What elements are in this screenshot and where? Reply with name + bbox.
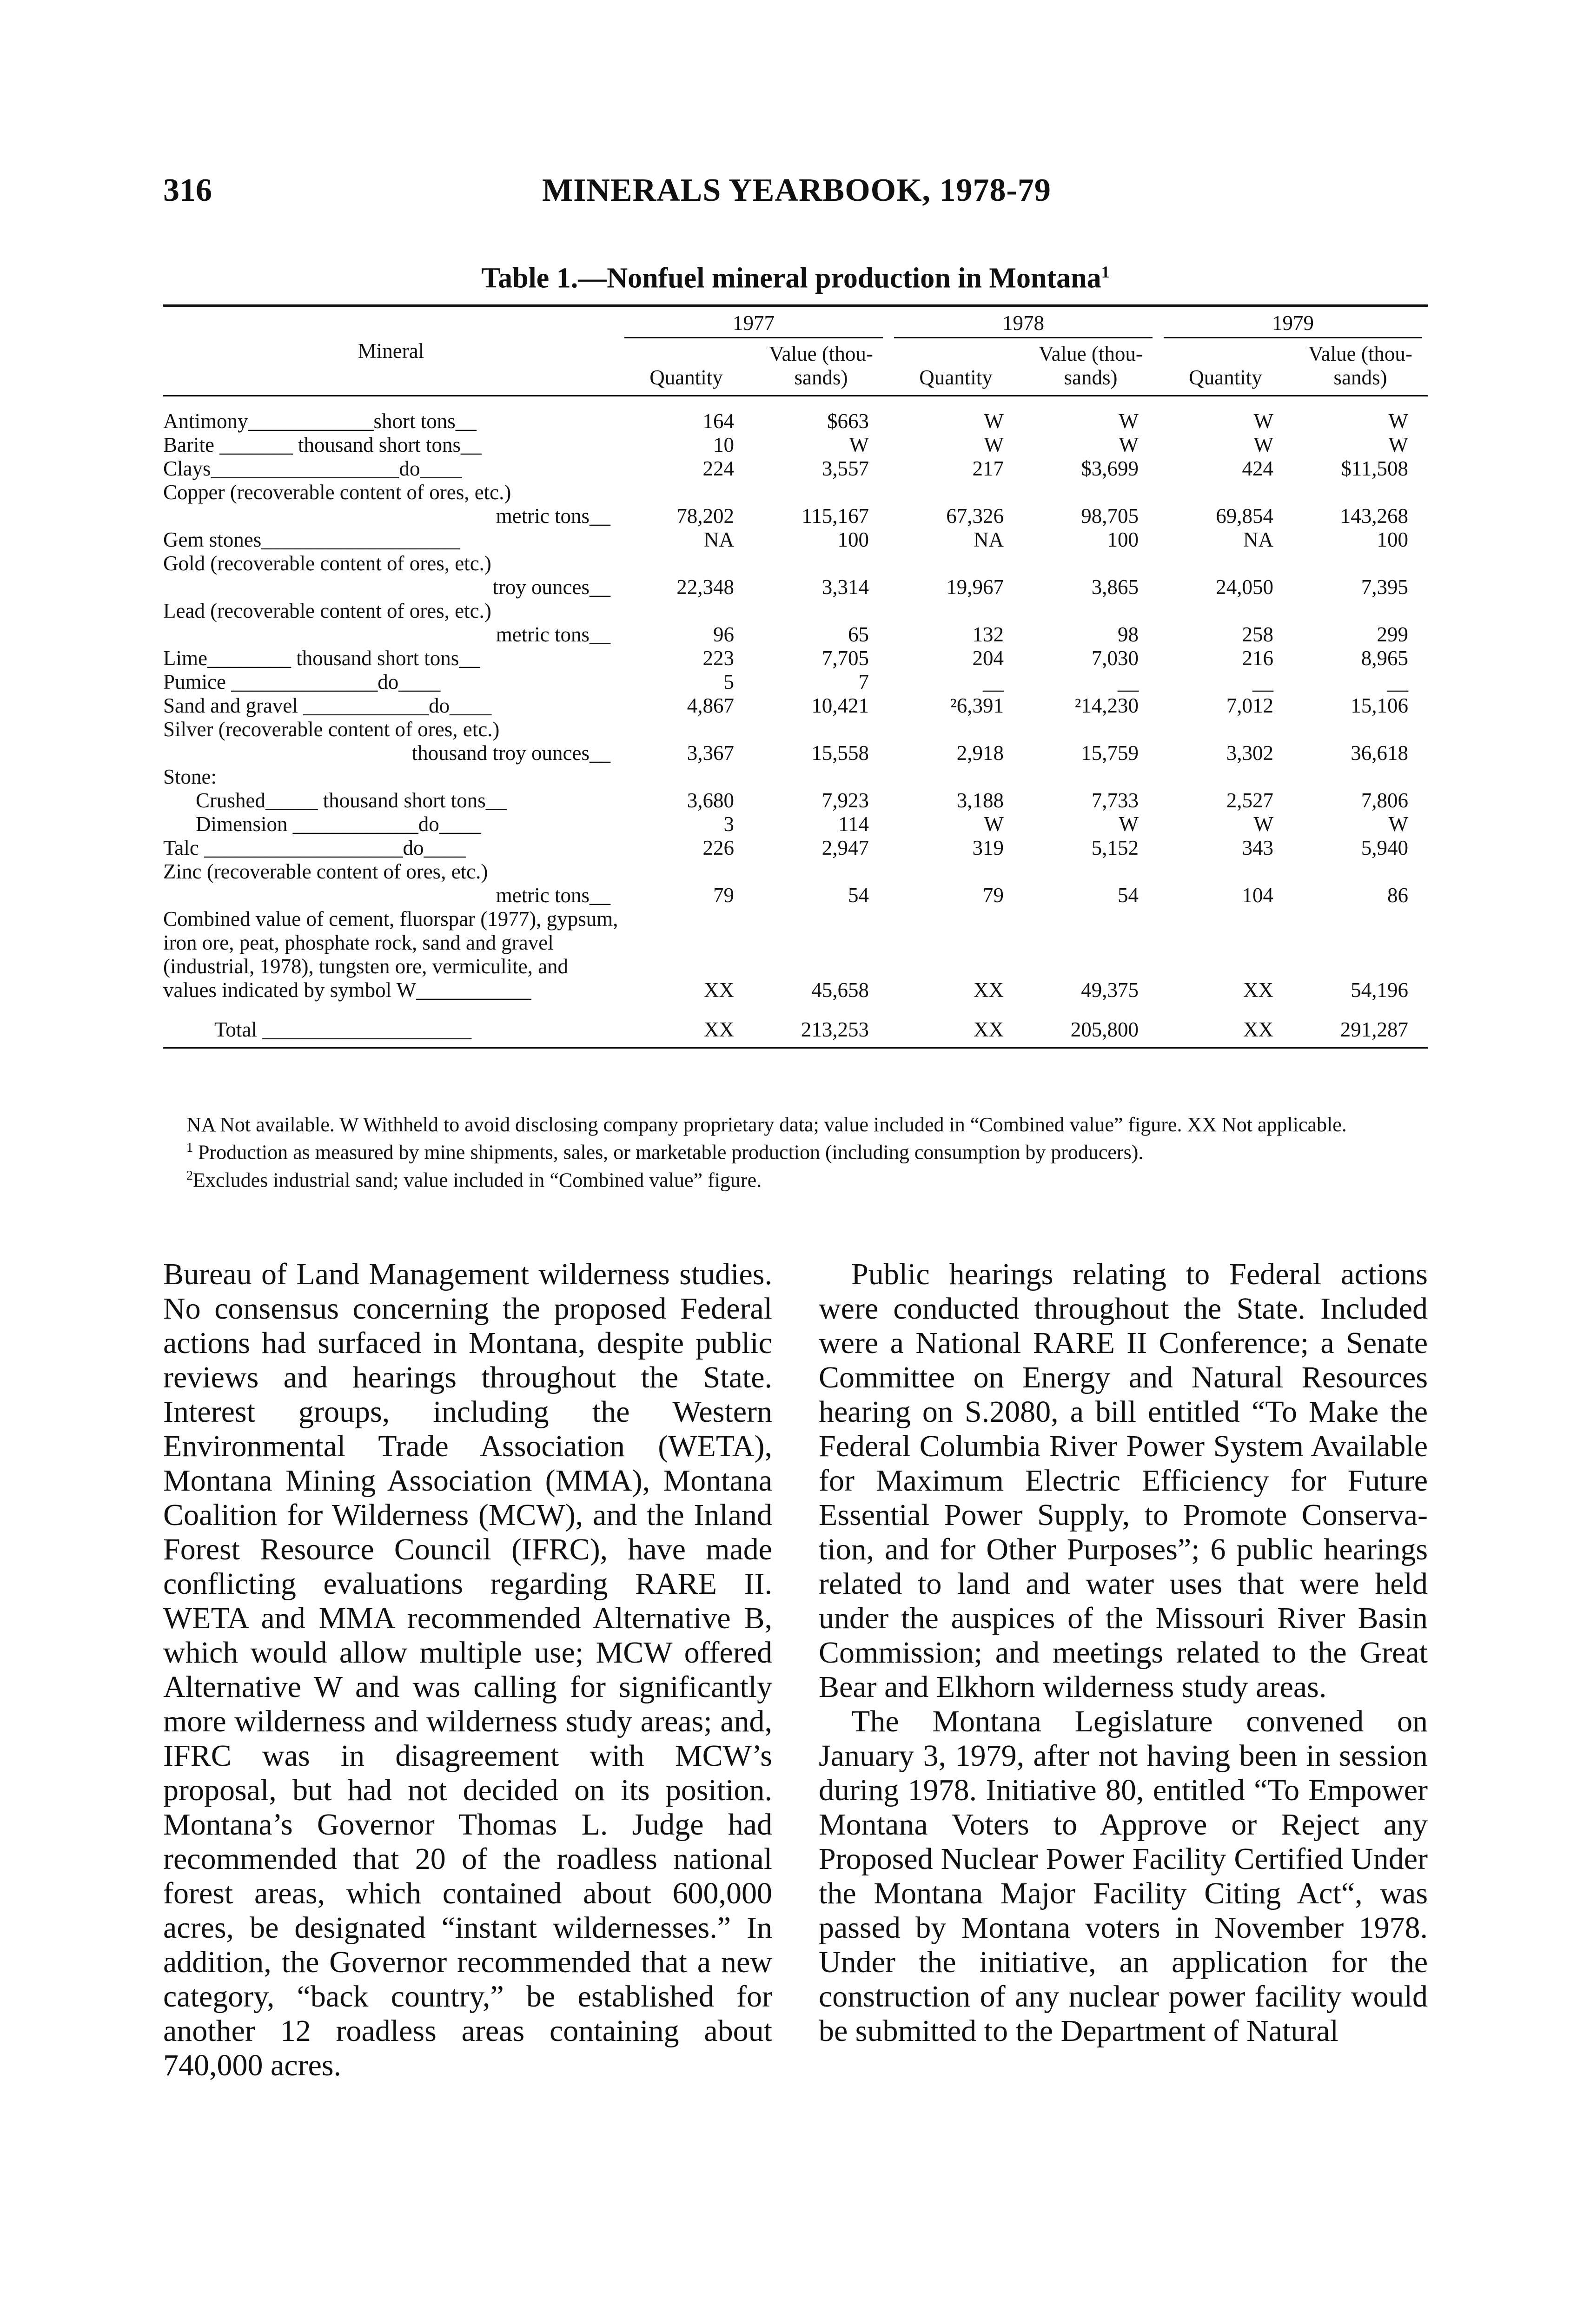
cell-value-1978: 98 <box>1118 623 1139 646</box>
cell-value-1978: W <box>1119 409 1139 433</box>
cell-value-1978: __ <box>1118 670 1139 693</box>
row-label: Gem stones___________________ <box>163 528 460 551</box>
table-row <box>163 718 1428 765</box>
cell-quantity-1978: W <box>984 433 1004 456</box>
cell-value-1979: W <box>1388 409 1408 433</box>
cell-value-1977: W <box>849 433 869 456</box>
row-label <box>163 599 619 647</box>
cell-quantity-1979: 216 <box>1242 647 1273 670</box>
header-mineral: Mineral <box>358 339 424 363</box>
row-label-text: Copper (recoverable content of ores, etc.) <box>163 481 511 504</box>
row-label <box>163 860 619 907</box>
total-value-1978: 205,800 <box>1070 1018 1139 1041</box>
footnote-legend: NA Not available. W Withheld to avoid disclosing company proprietary data; value included in “Combined value” figure. XX Not applicable. <box>186 1113 1347 1136</box>
mineral-production-table <box>163 304 1428 1099</box>
row-unit: metric tons__ <box>496 884 610 907</box>
cell-value-1979: 15,106 <box>1351 694 1408 717</box>
cell-value-1978: 7,030 <box>1091 647 1139 670</box>
cell-value-1979: $11,508 <box>1341 457 1408 480</box>
cell-quantity-1978: NA <box>974 528 1004 551</box>
header-year-1979-label: 1979 <box>1164 311 1422 338</box>
table-title-text: Table 1.—Nonfuel mineral production in Montana <box>481 262 1101 294</box>
cell-quantity-1978: 204 <box>972 647 1004 670</box>
cell-quantity-1977: 4,867 <box>687 694 734 717</box>
cell-quantity-1979: 424 <box>1242 457 1273 480</box>
table-title <box>163 255 1428 294</box>
cell-value-1978: W <box>1119 812 1139 836</box>
cell-value-1977: 114 <box>838 812 869 836</box>
row-label-text: Dimension ____________do____ <box>196 812 481 836</box>
row-label-text: Crushed_____ thousand short tons__ <box>196 789 507 812</box>
row-label <box>163 789 619 812</box>
cell-value-1979: 8,965 <box>1361 647 1408 670</box>
cell-value-1977: 45,658 <box>811 978 869 1002</box>
row-label: Lime________ thousand short tons__ <box>163 647 480 670</box>
header-year-1977-label: 1977 <box>624 311 883 338</box>
row-label: Sand and gravel ____________do____ <box>163 694 492 717</box>
header-year-1977 <box>619 306 888 339</box>
row-unit: metric tons__ <box>496 623 610 646</box>
footnote-1-marker: 1 <box>186 1141 193 1155</box>
cell-value-1977: 3,314 <box>822 575 869 599</box>
table-title-footnote-marker: 1 <box>1101 263 1110 281</box>
right-paragraph-2: The Montana Legislature convened on January 3, 1979, after not having been in session during 1978. Initiative 80, entitled “To Empower Montana Voters to Approve or Reject any Proposed Nuclear Power Facility Certified Under the Montana Major Facility Citing Act“, was passed by Montana voters in November 1978. Under the initiative, an application for the construction of any nuclear power facility would be submitted to the Department of Natural <box>819 1704 1428 2048</box>
cell-value-1979: 5,940 <box>1361 836 1408 859</box>
row-label: Stone: <box>163 765 217 788</box>
cell-value-1978: 49,375 <box>1081 978 1139 1002</box>
cell-value-1979: 54,196 <box>1351 978 1408 1002</box>
total-label: Total ____________________ <box>214 1018 472 1041</box>
footnote-2-marker: 2 <box>186 1168 193 1183</box>
header-quantity: Quantity <box>919 366 993 389</box>
total-quantity-1979: XX <box>1243 1018 1273 1041</box>
body-left-column <box>163 1257 772 2154</box>
cell-value-1978: 3,865 <box>1091 575 1139 599</box>
running-header <box>163 170 1428 211</box>
cell-quantity-1979: XX <box>1243 978 1273 1002</box>
cell-value-1979: __ <box>1387 670 1408 693</box>
cell-quantity-1977: 96 <box>713 623 734 646</box>
cell-quantity-1979: W <box>1253 409 1273 433</box>
cell-value-1979: W <box>1388 433 1408 456</box>
cell-value-1978: $3,699 <box>1081 457 1139 480</box>
cell-quantity-1977: 223 <box>702 647 734 670</box>
cell-quantity-1978: 319 <box>972 836 1004 859</box>
cell-quantity-1978: 19,967 <box>946 575 1004 599</box>
total-quantity-1977: XX <box>704 1018 734 1041</box>
footnote-1 <box>163 1136 1428 1164</box>
header-quantity: Quantity <box>649 366 723 389</box>
row-label: Barite _______ thousand short tons__ <box>163 433 482 456</box>
cell-quantity-1978: __ <box>983 670 1004 693</box>
table-row <box>163 647 1428 670</box>
cell-quantity-1977: XX <box>704 978 734 1002</box>
table-row <box>163 457 1428 481</box>
table-row <box>163 907 1428 1002</box>
cell-value-1979: 100 <box>1377 528 1408 551</box>
table-row <box>163 694 1428 718</box>
cell-value-1978: W <box>1119 433 1139 456</box>
cell-quantity-1978: W <box>984 409 1004 433</box>
row-unit: thousand troy ounces__ <box>411 741 610 765</box>
total-quantity-1978: XX <box>974 1018 1004 1041</box>
cell-quantity-1979: 3,302 <box>1226 741 1273 765</box>
cell-value-1979: 7,806 <box>1361 789 1408 812</box>
row-label-text: Gold (recoverable content of ores, etc.) <box>163 552 491 575</box>
cell-quantity-1978: W <box>984 812 1004 836</box>
footnote-1-text: Production as measured by mine shipments, sales, or marketable production (including consumption by producers). <box>193 1141 1144 1164</box>
cell-quantity-1979: 69,854 <box>1216 504 1273 528</box>
row-label <box>163 812 619 836</box>
table-row <box>163 528 1428 552</box>
cell-quantity-1979: NA <box>1243 528 1273 551</box>
row-label: Clays__________________do____ <box>163 457 462 480</box>
cell-quantity-1979: 7,012 <box>1226 694 1273 717</box>
cell-quantity-1978: 79 <box>983 884 1004 907</box>
cell-value-1978: 7,733 <box>1091 789 1139 812</box>
cell-value-1979: 36,618 <box>1351 741 1408 765</box>
cell-value-1978: 100 <box>1107 528 1139 551</box>
cell-quantity-1978: 3,188 <box>956 789 1004 812</box>
table-row <box>163 765 1428 789</box>
cell-value-1977: 100 <box>837 528 869 551</box>
left-paragraph: Bureau of Land Management wilderness studies. No consensus concerning the proposed Federal actions had surfaced in Montana, despite public reviews and hearings throughout the State. Interest groups, including the Western Environmental Trade Association (WETA), Montana Mining Association (MMA), Montana Coalition for Wilderness (MCW), and the Inland Forest Resource Council (IFRC), have made conflicting evaluations regarding RARE II. WETA and MMA recommended Alternative B, which would allow multiple use; MCW offered Alternative W and was calling for significantly more wilderness and wilderness study areas; and, IFRC was in disagreement with MCW’s proposal, but had not decided on its position. Montana’s Governor Thomas L. Judge had recommended that 20 of the roadless national forest areas, which contained about 600,000 acres, be designated “instant wildernesses.” In addition, the Governor recommended that a new category, “back country,” be established for another 12 roadless areas containing about 740,000 acres. <box>163 1257 772 2082</box>
cell-quantity-1977: 3 <box>723 812 734 836</box>
cell-quantity-1979: W <box>1253 812 1273 836</box>
cell-quantity-1978: 132 <box>972 623 1004 646</box>
cell-value-1977: 65 <box>848 623 869 646</box>
row-label-text: Zinc (recoverable content of ores, etc.) <box>163 860 488 883</box>
header-value: Value (thou- sands) <box>769 342 873 389</box>
cell-quantity-1977: 79 <box>713 884 734 907</box>
cell-value-1978: 54 <box>1118 884 1139 907</box>
cell-quantity-1979: 258 <box>1242 623 1273 646</box>
body-right-column <box>819 1257 1428 2154</box>
cell-value-1979: 299 <box>1377 623 1408 646</box>
cell-value-1978: ²14,230 <box>1074 694 1139 717</box>
table-row <box>163 552 1428 599</box>
cell-quantity-1979: 104 <box>1242 884 1273 907</box>
cell-value-1979: 7,395 <box>1361 575 1408 599</box>
table-row <box>163 409 1428 433</box>
table-row <box>163 812 1428 836</box>
cell-value-1979: 143,268 <box>1340 504 1408 528</box>
table-row <box>163 481 1428 528</box>
cell-value-1977: $663 <box>827 409 869 433</box>
cell-quantity-1979: W <box>1253 433 1273 456</box>
header-year-1978 <box>888 306 1158 339</box>
row-label-text: Lead (recoverable content of ores, etc.) <box>163 599 491 622</box>
cell-value-1977: 10,421 <box>811 694 869 717</box>
cell-quantity-1977: 10 <box>713 433 734 456</box>
cell-value-1977: 7 <box>858 670 869 693</box>
cell-quantity-1978: 217 <box>972 457 1004 480</box>
cell-quantity-1979: 24,050 <box>1216 575 1273 599</box>
cell-value-1977: 15,558 <box>811 741 869 765</box>
cell-quantity-1977: 3,367 <box>687 741 734 765</box>
cell-value-1977: 7,923 <box>822 789 869 812</box>
footnote-2 <box>163 1164 1428 1192</box>
right-paragraph-1: Public hearings relating to Federal actions were conducted throughout the State. Included were a National RARE II Conference; a Senate Committee on Energy and Natural Resources hearing on S.2080, a bill entitled “To Make the Federal Columbia River Power System Available for Maximum Electric Efficiency for Future Essential Power Supply, to Promote Conservation, and for Other Purposes”; 6 public hearings related to land and water uses that were held under the auspices of the Missouri River Basin Commission; and meetings related to the Great Bear and Elkhorn wilderness study areas. <box>819 1257 1428 1704</box>
cell-quantity-1977: 224 <box>702 457 734 480</box>
row-label <box>163 552 619 599</box>
table-row <box>163 789 1428 812</box>
cell-value-1977: 54 <box>848 884 869 907</box>
cell-quantity-1977: 164 <box>702 409 734 433</box>
table-row <box>163 836 1428 860</box>
running-title: MINERALS YEARBOOK, 1978-79 <box>542 172 1051 208</box>
table-row <box>163 670 1428 694</box>
table-row <box>163 860 1428 907</box>
total-value-1977: 213,253 <box>801 1018 869 1041</box>
cell-quantity-1978: 67,326 <box>946 504 1004 528</box>
total-row <box>163 1002 1428 1048</box>
row-unit: troy ounces__ <box>492 575 610 599</box>
header-value: Value (thou- sands) <box>1039 342 1143 389</box>
cell-quantity-1979: 2,527 <box>1226 789 1273 812</box>
row-label: Pumice ______________do____ <box>163 670 441 693</box>
header-value: Value (thou- sands) <box>1308 342 1412 389</box>
table-footnotes <box>163 1113 1428 1192</box>
cell-quantity-1977: 3,680 <box>687 789 734 812</box>
row-label-text: Silver (recoverable content of ores, etc.) <box>163 718 500 741</box>
cell-value-1977: 7,705 <box>822 647 869 670</box>
cell-quantity-1977: NA <box>704 528 734 551</box>
header-quantity: Quantity <box>1189 366 1262 389</box>
total-value-1979: 291,287 <box>1340 1018 1408 1041</box>
page-number: 316 <box>163 172 212 208</box>
footnote-2-text: Excludes industrial sand; value included in “Combined value” figure. <box>193 1169 762 1192</box>
row-label <box>163 481 619 528</box>
cell-value-1978: 5,152 <box>1091 836 1139 859</box>
cell-value-1978: 98,705 <box>1081 504 1139 528</box>
cell-value-1979: W <box>1388 812 1408 836</box>
cell-value-1979: 86 <box>1387 884 1408 907</box>
table-row <box>163 599 1428 647</box>
header-year-1979 <box>1158 306 1428 339</box>
row-unit: metric tons__ <box>496 504 610 528</box>
cell-value-1978: 15,759 <box>1081 741 1139 765</box>
cell-quantity-1978: ²6,391 <box>950 694 1004 717</box>
cell-quantity-1978: XX <box>974 978 1004 1002</box>
table-row <box>163 433 1428 457</box>
cell-quantity-1977: 78,202 <box>676 504 734 528</box>
cell-quantity-1979: __ <box>1252 670 1273 693</box>
cell-value-1977: 3,557 <box>822 457 869 480</box>
cell-quantity-1977: 5 <box>723 670 734 693</box>
row-label <box>163 718 619 765</box>
header-year-1978-label: 1978 <box>894 311 1153 338</box>
cell-quantity-1977: 226 <box>702 836 734 859</box>
cell-quantity-1979: 343 <box>1242 836 1273 859</box>
cell-value-1977: 2,947 <box>822 836 869 859</box>
row-label: Antimony____________short tons__ <box>163 409 477 433</box>
cell-value-1977: 115,167 <box>802 504 869 528</box>
row-label: Combined value of cement, fluorspar (1977), gypsum, iron ore, peat, phosphate rock, sand and gravel (industrial, 1978), tungsten ore, vermiculite, and values indicated by symbol W___________ <box>163 907 618 1002</box>
cell-quantity-1977: 22,348 <box>676 575 734 599</box>
cell-quantity-1978: 2,918 <box>956 741 1004 765</box>
row-label: Talc ___________________do____ <box>163 836 466 859</box>
